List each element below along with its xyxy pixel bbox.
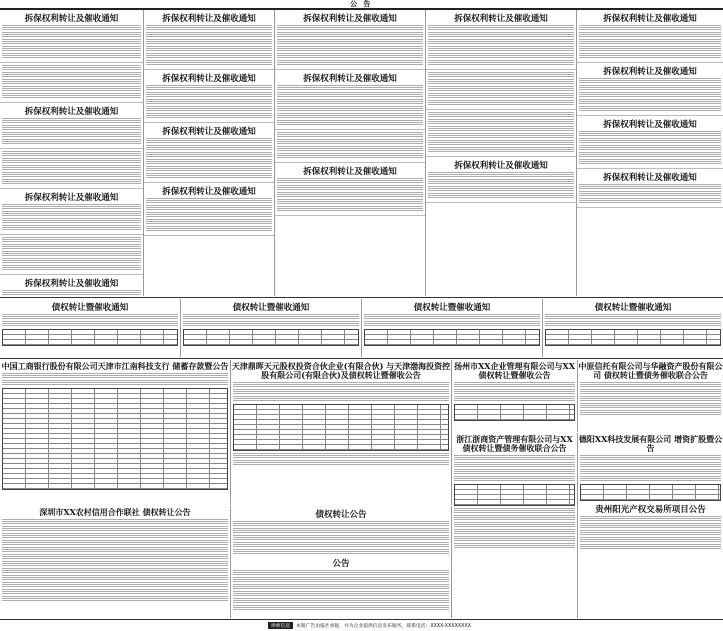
notice-bank xyxy=(0,360,231,505)
notice-title-3: 拆保权利转让及催收通知 xyxy=(162,127,256,137)
debt-notice-title: 债权转让暨催收通知 xyxy=(232,303,310,313)
column-4 xyxy=(426,10,577,296)
notice-bank-title: 中国工商银行股份有限公司天津市江南科技支行 储蓄存款暨公告 xyxy=(1,361,229,371)
notice-title-2: 拆保权利转让及催收通知 xyxy=(454,161,548,171)
notice-debt-transfer xyxy=(231,506,452,618)
notice-tianjin xyxy=(231,360,452,505)
notice-guizhou-title: 贵州阳光产权交易所项目公告 xyxy=(595,505,706,515)
column-2 xyxy=(144,10,275,296)
debt-notice-title: 债权转让暨催收通知 xyxy=(594,303,672,313)
section-header xyxy=(0,0,723,10)
notice-zheshang-title: 浙江浙商资产管理有限公司与XX 债权转让暨债务催收联合公告 xyxy=(456,434,573,453)
notice-title-2: 拆保权利转让及催收通知 xyxy=(603,67,697,77)
debt-notice-4 xyxy=(543,299,723,357)
notice-zhongyuan-title: 中原信托有限公司与华融资产股份有限公司 债权转让暨债务催收联合公告 xyxy=(578,361,723,380)
notice-title: 拆保权利转让及催收通知 xyxy=(603,14,697,24)
notice-zheshang xyxy=(452,433,578,618)
notice-title-3: 拆保权利转让及催收通知 xyxy=(303,167,397,177)
notice-title: 拆保权利转让及催收通知 xyxy=(24,14,119,24)
notice-title-4: 拆保权利转让及催收通知 xyxy=(162,187,256,197)
column-3 xyxy=(275,10,426,296)
notice-title-2: 拆保权利转让及催收通知 xyxy=(303,74,397,84)
debt-notice-title: 债权转让暨催收通知 xyxy=(51,303,129,313)
debt-notice-2 xyxy=(181,299,362,357)
section-title: 公 告 xyxy=(350,0,373,8)
notice-yangzhou xyxy=(452,360,578,432)
notice-title-3: 拆保权利转让及催收通知 xyxy=(603,120,697,130)
notice-zhongyuan xyxy=(578,360,723,432)
notice-title: 拆保权利转让及催收通知 xyxy=(303,14,397,24)
notice-title: 拆保权利转让及催收通知 xyxy=(454,14,548,24)
column-1 xyxy=(0,10,144,296)
notice-title-2: 拆保权利转让及催收通知 xyxy=(162,74,256,84)
debt-notice-3 xyxy=(362,299,543,357)
notice-debt-transfer-title: 债权转让公告 xyxy=(315,510,367,520)
notice-deyang-title: 德阳XX科技发展有限公司 增资扩股暨公告 xyxy=(578,434,723,453)
page-footer xyxy=(0,619,723,631)
footer-label: 律师信息 xyxy=(268,622,293,629)
notice-deyang xyxy=(578,433,723,618)
notice-title-3: 拆保权利转让及催收通知 xyxy=(24,193,119,203)
debt-notice-1 xyxy=(0,299,181,357)
notice-general-title: 公告 xyxy=(332,559,350,569)
notice-title: 拆保权利转让及催收通知 xyxy=(162,14,256,24)
notice-title-2: 拆保权利转让及催收通知 xyxy=(24,107,119,117)
notice-rural-credit xyxy=(0,506,231,618)
notice-title-4: 拆保权利转让及催收通知 xyxy=(603,173,697,183)
notice-title-4: 拆保权利转让及催收通知 xyxy=(24,279,119,289)
notice-tianjin-title: 天津鼎晖天元股权投资合伙企业(有限合伙) 与天津渤海投资控股有限公司(有限合伙)及债权转让暨催收公告 xyxy=(231,361,451,380)
notice-yangzhou-title: 扬州市XX企业管理有限公司与XX 债权转让暨催收公告 xyxy=(454,361,575,380)
notice-rural-credit-title: 深圳市XX农村信用合作联社 债权转让公告 xyxy=(39,507,191,517)
debt-notice-title: 债权转让暨催收通知 xyxy=(413,303,491,313)
column-5 xyxy=(577,10,723,296)
footer-text: 本版广告由报社承接，并为企业提供信息发布服务，联系电话：XXXX-XXXXXXXX xyxy=(296,624,472,629)
